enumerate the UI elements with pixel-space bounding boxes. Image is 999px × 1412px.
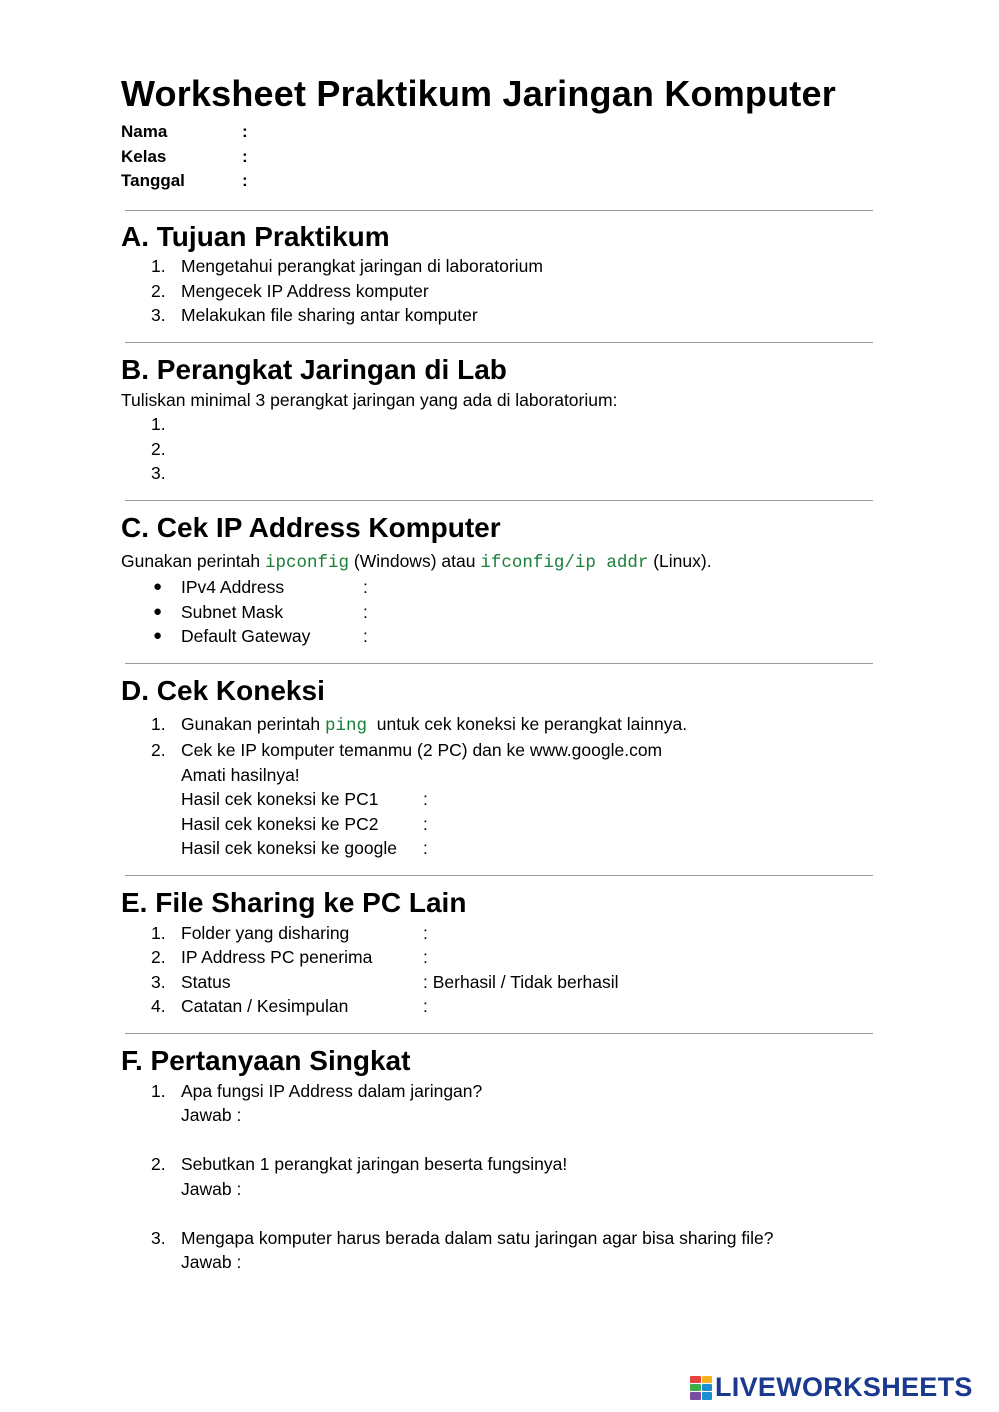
- item-text: Default Gateway: [181, 626, 311, 647]
- answer-line[interactable]: [121, 461, 873, 486]
- answer-label: Jawab :: [181, 1178, 242, 1199]
- list-item: [121, 738, 873, 763]
- section-heading: A. Tujuan Praktikum: [121, 221, 390, 253]
- item-text: IPv4 Address: [181, 577, 285, 598]
- bullet-icon: ●: [153, 627, 163, 645]
- code-ifconfig: ifconfig/ip addr: [480, 552, 649, 573]
- section-heading: C. Cek IP Address Komputer: [121, 511, 501, 543]
- section-intro: [121, 549, 873, 576]
- liveworksheets-logo-icon: [690, 1376, 712, 1400]
- item-number: 1.: [151, 256, 166, 277]
- item-number: 4.: [151, 996, 166, 1017]
- list-item: [121, 970, 873, 995]
- answer-field[interactable]: [121, 1250, 873, 1275]
- meta-row-kelas: [121, 145, 873, 170]
- result-row: [121, 787, 873, 812]
- section-heading: D. Cek Koneksi: [121, 674, 325, 706]
- list-item: [121, 994, 873, 1019]
- list-item: [121, 254, 873, 279]
- item-text: IP Address PC penerima: [181, 947, 373, 968]
- liveworksheets-logo[interactable]: [690, 1372, 973, 1403]
- item-text: Melakukan file sharing antar komputer: [181, 305, 478, 326]
- meta-separator: :: [242, 122, 248, 141]
- question-text: Sebutkan 1 perangkat jaringan beserta fungsinya!: [181, 1154, 568, 1175]
- section-b: [121, 352, 873, 486]
- meta-separator: :: [242, 171, 248, 191]
- item-number: 1.: [151, 1080, 166, 1101]
- question-item: [121, 1079, 873, 1104]
- answer-field[interactable]: :: [363, 626, 368, 647]
- list-item: [121, 945, 873, 970]
- bullet-item: [121, 575, 873, 600]
- item-text: Status: [181, 971, 231, 992]
- item-text: Gunakan perintah: [181, 713, 325, 734]
- answer-field[interactable]: :: [423, 813, 428, 834]
- item-number: 2.: [151, 280, 166, 301]
- answer-label: Jawab :: [181, 1105, 242, 1126]
- answer-line[interactable]: [121, 412, 873, 437]
- item-number: 3.: [151, 305, 166, 326]
- item-text: Cek ke IP komputer temanmu (2 PC) dan ke www.google.com: [181, 740, 663, 761]
- section-intro: Tuliskan minimal 3 perangkat jaringan yang ada di laboratorium:: [121, 389, 618, 410]
- question-item: [121, 1152, 873, 1177]
- divider: [125, 663, 873, 664]
- student-info: [121, 120, 873, 194]
- bullet-item: [121, 624, 873, 649]
- intro-text: (Linux).: [648, 550, 712, 571]
- item-number: 3.: [151, 463, 166, 484]
- result-label: Hasil cek koneksi ke google: [181, 838, 397, 859]
- list-item: [121, 303, 873, 328]
- section-heading: E. File Sharing ke PC Lain: [121, 886, 467, 918]
- divider: [125, 500, 873, 501]
- answer-field[interactable]: :: [423, 996, 428, 1017]
- item-text: Mengetahui perangkat jaringan di laboratorium: [181, 256, 543, 277]
- item-subtext: [121, 763, 873, 788]
- divider: [125, 1033, 873, 1034]
- answer-line[interactable]: [121, 437, 873, 462]
- item-number: 2.: [151, 740, 166, 761]
- answer-field[interactable]: :: [363, 601, 368, 622]
- item-number: 1.: [151, 414, 166, 435]
- answer-field[interactable]: :: [423, 789, 428, 810]
- logo-text: LIVEWORKSHEETS: [715, 1372, 973, 1402]
- list-item: [121, 279, 873, 304]
- bullet-icon: ●: [153, 602, 163, 620]
- worksheet-page: [121, 70, 873, 1275]
- section-d: [121, 673, 873, 861]
- answer-label: Jawab :: [181, 1252, 242, 1273]
- divider: [125, 875, 873, 876]
- item-text: untuk cek koneksi ke perangkat lainnya.: [367, 713, 688, 734]
- item-number: 2.: [151, 1154, 166, 1175]
- question-text: Apa fungsi IP Address dalam jaringan?: [181, 1080, 483, 1101]
- result-label: Hasil cek koneksi ke PC2: [181, 813, 379, 834]
- item-number: 1.: [151, 922, 166, 943]
- item-text: Mengecek IP Address komputer: [181, 280, 429, 301]
- answer-field[interactable]: :: [423, 922, 428, 943]
- item-number: 2.: [151, 438, 166, 459]
- bullet-item: [121, 600, 873, 625]
- result-label: Hasil cek koneksi ke PC1: [181, 789, 379, 810]
- item-text: Catatan / Kesimpulan: [181, 996, 349, 1017]
- status-field[interactable]: : Berhasil / Tidak berhasil: [423, 971, 619, 992]
- item-text: Subnet Mask: [181, 601, 284, 622]
- question-item: [121, 1226, 873, 1251]
- answer-field[interactable]: :: [423, 838, 428, 859]
- intro-text: (Windows) atau: [349, 550, 481, 571]
- divider: [125, 342, 873, 343]
- section-a: [121, 219, 873, 328]
- answer-field[interactable]: [121, 1103, 873, 1128]
- divider: [125, 210, 873, 211]
- section-f: [121, 1043, 873, 1275]
- section-c: [121, 510, 873, 649]
- list-item: [121, 712, 873, 739]
- intro-text: Gunakan perintah: [121, 550, 265, 571]
- code-ipconfig: ipconfig: [265, 552, 350, 573]
- item-number: 1.: [151, 713, 166, 734]
- item-text: Amati hasilnya!: [181, 764, 300, 785]
- result-row: [121, 836, 873, 861]
- answer-field[interactable]: :: [363, 577, 368, 598]
- meta-row-nama: [121, 120, 873, 145]
- list-item: [121, 921, 873, 946]
- page-title: Worksheet Praktikum Jaringan Komputer: [121, 73, 836, 114]
- answer-field[interactable]: [121, 1177, 873, 1202]
- item-number: 3.: [151, 971, 166, 992]
- meta-separator: :: [242, 146, 248, 166]
- result-row: [121, 812, 873, 837]
- item-text: Folder yang disharing: [181, 922, 350, 943]
- meta-label: Kelas: [121, 146, 167, 166]
- meta-label: Nama: [121, 122, 168, 141]
- section-heading: F. Pertanyaan Singkat: [121, 1044, 411, 1076]
- spacer: [121, 1201, 873, 1226]
- item-number: 3.: [151, 1227, 166, 1248]
- question-text: Mengapa komputer harus berada dalam satu jaringan agar bisa sharing file?: [181, 1227, 774, 1248]
- section-heading: B. Perangkat Jaringan di Lab: [121, 353, 507, 385]
- spacer: [121, 1128, 873, 1153]
- meta-row-tanggal: [121, 169, 873, 194]
- meta-label: Tanggal: [121, 171, 185, 191]
- bullet-icon: ●: [153, 578, 163, 596]
- code-ping: ping: [325, 715, 368, 736]
- answer-field[interactable]: :: [423, 947, 428, 968]
- section-e: [121, 885, 873, 1019]
- item-number: 2.: [151, 947, 166, 968]
